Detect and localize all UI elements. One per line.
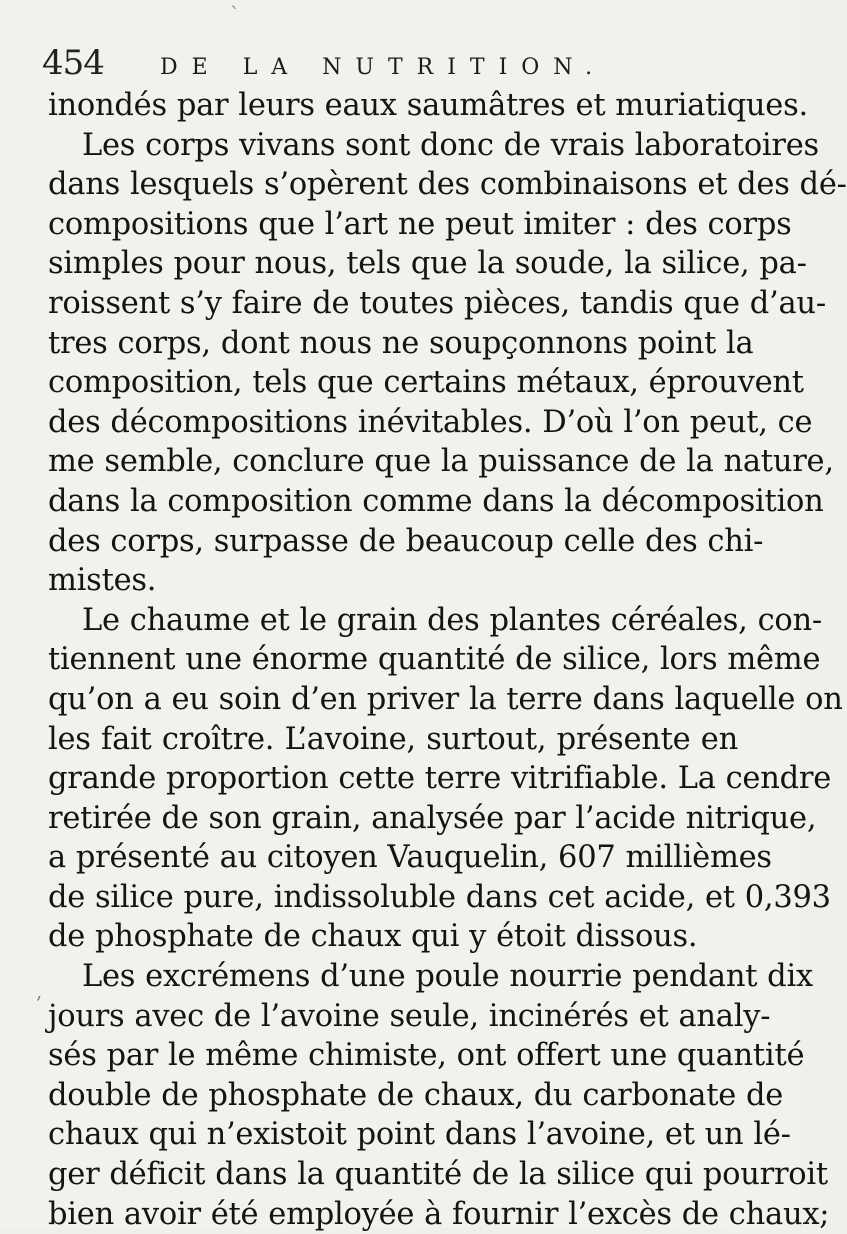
text-line: dans lesquels s’opèrent des combinaisons et des dé- — [48, 167, 847, 203]
show-through-text-decoration — [280, 1196, 700, 1214]
text-line: des corps, surpasse de beaucoup celle des chi- — [48, 523, 764, 559]
text-line: jours avec de l’avoine seule, incinérés et analy- — [48, 998, 771, 1034]
text-line: les fait croître. L’avoine, surtout, présente en — [48, 721, 738, 757]
show-through-text-decoration — [128, 560, 738, 578]
running-title: DE LA NUTRITION. — [160, 55, 607, 80]
text-line: simples pour nous, tels que la soude, la silice, pa- — [48, 246, 807, 282]
text-line: retirée de son grain, analysée par l’acide nitrique, — [48, 800, 817, 836]
text-line: tiennent une énorme quantité de silice, lors même — [48, 642, 821, 678]
text-line: de phosphate de chaux qui y étoit dissous. — [48, 919, 698, 955]
text-line: sés par le même chimiste, ont offert une quantité — [48, 1038, 805, 1074]
text-line: chaux qui n’existoit point dans l’avoine, et un lé- — [48, 1117, 791, 1153]
text-line: qu’on a eu soin d’en priver la terre dans laquelle on — [48, 681, 843, 717]
text-line: Les corps vivans sont donc de vrais laboratoires — [82, 127, 819, 163]
text-line: grande proportion cette terre vitrifiable. La cendre — [48, 761, 832, 797]
text-line: double de phosphate de chaux, du carbonate de — [48, 1077, 784, 1113]
text-line: tres corps, dont nous ne soupçonnons point la — [48, 325, 754, 361]
text-line: inondés par leurs eaux saumâtres et muriatiques. — [48, 88, 808, 123]
text-line: bien avoir été employée à fournir l’excès de chaux; — [48, 1196, 830, 1232]
page-number: 454 — [42, 43, 104, 83]
text-line: Le chaume et le grain des plantes céréales, con- — [82, 602, 822, 638]
body-text — [48, 86, 847, 1234]
margin-tick-decoration: ˋ — [230, 2, 240, 26]
text-line: ger déficit dans la quantité de la silice qui pourroit — [48, 1157, 828, 1193]
page-header — [42, 38, 742, 88]
text-line: dans la composition comme dans la décomposition — [48, 483, 824, 519]
text-line: a présenté au citoyen Vauquelin, 607 millièmes — [48, 840, 772, 876]
text-line: mistes. — [48, 563, 157, 599]
text-line: me semble, conclure que la puissance de la nature, — [48, 444, 834, 480]
text-line: composition, tels que certains métaux, éprouvent — [48, 365, 804, 401]
text-line: des décompositions inévitables. D’où l’on peut, ce — [48, 404, 813, 440]
text-line: de silice pure, indissoluble dans cet acide, et 0,393 — [48, 879, 831, 915]
text-line: Les excrémens d’une poule nourrie pendant dix — [82, 959, 813, 995]
margin-tick-decoration: , — [36, 979, 43, 1003]
text-line: compositions que l’art ne peut imiter : des corps — [48, 206, 792, 242]
text-line: roissent s’y faire de toutes pièces, tandis que d’au- — [48, 285, 826, 321]
